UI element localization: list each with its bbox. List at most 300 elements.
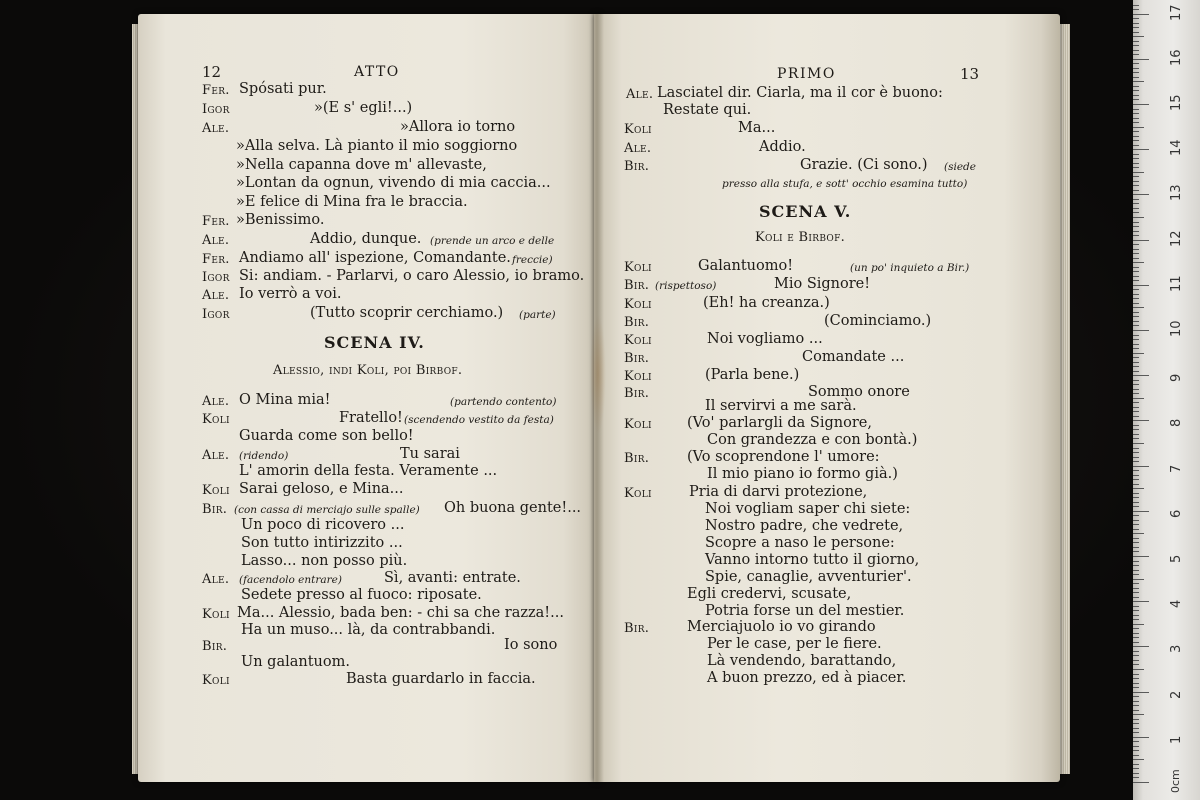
ruler-tick [1133, 633, 1139, 634]
ruler-tick [1133, 732, 1139, 733]
speaker: Koli [624, 369, 652, 384]
verse-line: Andiamo all' ispezione, Comandante. [239, 250, 511, 266]
verse-line: Addio, dunque. [310, 231, 422, 247]
ruler-tick [1133, 574, 1139, 575]
ruler-tick [1133, 122, 1139, 123]
ruler-tick [1133, 434, 1139, 435]
ruler-tick [1133, 371, 1139, 372]
ruler-tick [1133, 551, 1139, 552]
speaker: Ale. [202, 448, 230, 463]
verse-line: Comandate ... [802, 349, 905, 365]
ruler-tick [1133, 36, 1144, 37]
ruler-tick [1133, 570, 1139, 571]
ruler-tick [1133, 750, 1139, 751]
ruler-tick [1133, 149, 1149, 150]
ruler-tick [1133, 113, 1139, 114]
ruler-tick [1133, 597, 1139, 598]
ruler-tick [1133, 45, 1139, 46]
gutter-stain [590, 314, 606, 434]
verse-line: A buon prezzo, ed à piacer. [707, 670, 907, 686]
speaker: Bir. [624, 315, 650, 330]
ruler-tick [1133, 23, 1139, 24]
ruler-tick [1133, 271, 1139, 272]
ruler-tick [1133, 488, 1144, 489]
ruler-tick [1133, 466, 1149, 467]
ruler-tick [1133, 606, 1139, 607]
ruler-tick [1133, 330, 1149, 331]
verse-line: L' amorin della festa. Veramente ... [239, 463, 498, 479]
ruler-tick [1133, 624, 1144, 625]
verse-line: Sì, avanti: entrate. [384, 570, 521, 586]
speaker: Koli [202, 673, 230, 688]
ruler-tick [1133, 190, 1139, 191]
ruler-tick [1133, 655, 1139, 656]
ruler-number: 6 [1169, 509, 1184, 518]
ruler-tick [1133, 768, 1139, 769]
ruler-tick [1133, 104, 1149, 105]
ruler-tick [1133, 316, 1139, 317]
ruler-tick [1133, 27, 1139, 28]
ruler-tick [1133, 651, 1139, 652]
ruler-unit-label: 0cm [1169, 769, 1182, 793]
ruler-tick [1133, 63, 1139, 64]
speaker: Bir. [624, 451, 650, 466]
ruler-tick [1133, 429, 1139, 430]
verse-line: Galantuomo! [698, 258, 794, 274]
ruler-tick [1133, 398, 1144, 399]
ruler-number: 2 [1169, 690, 1184, 699]
ruler-tick [1133, 68, 1139, 69]
ruler-tick [1133, 90, 1139, 91]
verse-line: (Vo scoprendone l' umore: [687, 449, 880, 465]
stage-direction: (con cassa di merciajo sulle spalle) [234, 504, 420, 516]
ruler-tick [1133, 457, 1139, 458]
ruler-tick [1133, 692, 1149, 693]
ruler-tick [1133, 683, 1139, 684]
speaker: Bir. [624, 386, 650, 401]
speaker: Fer. [202, 252, 230, 267]
ruler-tick [1133, 276, 1139, 277]
verse-line: Ma... Alessio, bada ben: - chi sa che razza!... [237, 605, 564, 621]
ruler-tick [1133, 194, 1149, 195]
ruler-tick [1133, 524, 1139, 525]
verse-line: »Nella capanna dove m' allevaste, [236, 157, 487, 173]
ruler-tick [1133, 176, 1139, 177]
ruler-tick [1133, 32, 1139, 33]
verse-line: Ha un muso... là, da contrabbandi. [241, 622, 496, 638]
ruler-tick [1133, 669, 1144, 670]
ruler-tick [1133, 127, 1144, 128]
verse-line: (Parla bene.) [705, 367, 800, 383]
ruler-tick [1133, 583, 1139, 584]
ruler-tick [1133, 407, 1139, 408]
speaker: Koli [202, 483, 230, 498]
ruler-number: 10 [1169, 320, 1184, 337]
speaker: Koli [624, 417, 652, 432]
ruler-tick [1133, 95, 1139, 96]
verse-line: Io sono [504, 637, 558, 653]
ruler-tick [1133, 109, 1139, 110]
ruler-tick [1133, 701, 1139, 702]
ruler-tick [1133, 335, 1139, 336]
verse-line: Noi vogliam saper chi siete: [705, 501, 911, 517]
verse-line: »Alla selva. Là pianto il mio soggiorno [236, 138, 518, 154]
speaker: Koli [624, 333, 652, 348]
ruler-tick [1133, 628, 1139, 629]
ruler-tick [1133, 402, 1139, 403]
ruler-tick [1133, 41, 1139, 42]
stage-direction: (facendolo entrare) [239, 574, 342, 586]
ruler-tick [1133, 118, 1139, 119]
ruler-number: 9 [1169, 373, 1184, 383]
verse-line: Pria di darvi protezione, [689, 484, 868, 500]
ruler-tick [1133, 14, 1149, 15]
verse-line: Fratello! [339, 410, 403, 426]
ruler-tick [1133, 479, 1139, 480]
speaker: Koli [624, 260, 652, 275]
ruler-tick [1133, 637, 1139, 638]
ruler-tick [1133, 565, 1139, 566]
ruler-tick [1133, 696, 1139, 697]
ruler-tick [1133, 660, 1139, 661]
ruler-tick [1133, 448, 1139, 449]
ruler-tick [1133, 217, 1144, 218]
verse-line: Con grandezza e con bontà.) [707, 432, 918, 448]
ruler-tick [1133, 520, 1139, 521]
ruler-tick [1133, 470, 1139, 471]
speaker: Koli [202, 412, 230, 427]
ruler-tick [1133, 714, 1144, 715]
stage-direction: (scendendo vestito da festa) [404, 414, 554, 426]
speaker: Ale. [202, 233, 230, 248]
verse-line: Un poco di ricovero ... [241, 517, 405, 533]
stage-direction: (prende un arco e delle [430, 235, 555, 247]
ruler-tick [1133, 592, 1139, 593]
ruler-tick [1133, 511, 1149, 512]
ruler-number: 3 [1169, 645, 1184, 654]
ruler-tick [1133, 529, 1139, 530]
ruler-tick [1133, 737, 1149, 738]
verse-line: Lasso... non posso più. [241, 553, 408, 569]
ruler-tick [1133, 777, 1139, 778]
verse-line: Merciajuolo io vo girando [687, 619, 876, 635]
ruler-tick [1133, 339, 1139, 340]
ruler-tick [1133, 723, 1139, 724]
ruler-tick [1133, 687, 1139, 688]
ruler-tick [1133, 416, 1139, 417]
speaker: Igor [202, 307, 230, 322]
running-head: PRIMO [777, 66, 836, 82]
speaker: Koli [624, 486, 652, 501]
ruler-tick [1133, 493, 1139, 494]
speaker: Bir. [202, 502, 228, 517]
ruler-tick [1133, 258, 1139, 259]
ruler-tick [1133, 212, 1139, 213]
ruler-tick [1133, 502, 1139, 503]
ruler-tick [1133, 425, 1139, 426]
verse-line: Noi vogliamo ... [707, 331, 823, 347]
ruler-tick [1133, 199, 1139, 200]
ruler-number: 7 [1169, 464, 1184, 473]
verse-line: O Mina mia! [239, 392, 331, 408]
ruler-tick [1133, 298, 1139, 299]
ruler-tick [1133, 244, 1139, 245]
ruler-tick [1133, 759, 1144, 760]
ruler-tick [1133, 506, 1139, 507]
verse-line: Potria forse un del mestier. [705, 603, 905, 619]
verse-line: Il mio piano io formo già.) [707, 466, 898, 482]
ruler-tick [1133, 547, 1139, 548]
ruler-tick [1133, 140, 1139, 141]
verse-line: »Allora io torno [400, 119, 516, 135]
stage-direction: (partendo contento) [450, 396, 557, 408]
verse-line: Sedete presso al fuoco: riposate. [241, 587, 482, 603]
verse-line: Sarai geloso, e Mina... [239, 481, 404, 497]
speaker: Koli [624, 297, 652, 312]
ruler-tick [1133, 601, 1149, 602]
verse-line: Io verrò a voi. [239, 286, 342, 302]
ruler-number: 17 [1169, 4, 1184, 21]
stage-direction: (rispettoso) [655, 280, 717, 292]
ruler-tick [1133, 461, 1139, 462]
stage-direction: (parte) [519, 309, 556, 321]
verse-line: (Tutto scoprir cerchiamo.) [310, 305, 504, 321]
ruler-tick [1133, 18, 1139, 19]
page-number: 13 [960, 65, 980, 83]
ruler-tick [1133, 588, 1139, 589]
verse-line: Nostro padre, che vedrete, [705, 518, 904, 534]
ruler-tick [1133, 181, 1139, 182]
ruler-number: 5 [1169, 554, 1184, 563]
left-page [138, 14, 600, 782]
ruler-tick [1133, 285, 1149, 286]
right-page [594, 14, 1060, 782]
speaker: Koli [202, 607, 230, 622]
verse-line: »E felice di Mina fra le braccia. [236, 194, 468, 210]
ruler-number: 1 [1169, 735, 1184, 744]
ruler-tick [1133, 484, 1139, 485]
ruler-tick [1133, 561, 1139, 562]
ruler-tick [1133, 674, 1139, 675]
verse-line: Egli credervi, scusate, [687, 586, 852, 602]
verse-line: (Vo' parlargli da Signore, [687, 415, 872, 431]
ruler-tick [1133, 167, 1139, 168]
ruler-tick [1133, 158, 1139, 159]
right-page-edges [1060, 24, 1070, 774]
ruler-tick [1133, 678, 1139, 679]
ruler-tick [1133, 438, 1139, 439]
ruler-number: 11 [1169, 275, 1184, 292]
ruler-tick [1133, 77, 1139, 78]
ruler-tick [1133, 615, 1139, 616]
verse-line: Spie, canaglie, avventurier'. [705, 569, 912, 585]
ruler-tick [1133, 253, 1139, 254]
verse-line: Il servirvi a me sarà. [705, 398, 857, 414]
ruler-tick [1133, 136, 1139, 137]
speaker: Bir. [624, 159, 650, 174]
ruler-tick [1133, 99, 1139, 100]
verse-line: Per le case, per le fiere. [707, 636, 882, 652]
ruler-tick [1133, 307, 1144, 308]
ruler-tick [1133, 443, 1144, 444]
ruler-tick [1133, 303, 1139, 304]
ruler-tick [1133, 249, 1139, 250]
stage-direction: (siede [944, 161, 976, 173]
speaker: Ale. [626, 87, 654, 102]
stage-direction: (un po' inquieto a Bir.) [850, 262, 970, 274]
ruler-tick [1133, 579, 1144, 580]
ruler-tick [1133, 353, 1144, 354]
ruler-tick [1133, 9, 1139, 10]
ruler-tick [1133, 50, 1139, 51]
verse-line: »Benissimo. [236, 212, 325, 228]
speaker: Ale. [202, 121, 230, 136]
verse-line: Son tutto intirizzito ... [241, 535, 403, 551]
ruler-tick [1133, 728, 1139, 729]
verse-line: Tu sarai [400, 446, 460, 462]
speaker: Ale. [202, 394, 230, 409]
stage-direction: (ridendo) [239, 450, 289, 462]
speaker: Bir. [624, 621, 650, 636]
verse-line: Guarda come son bello! [239, 428, 414, 444]
verse-line: Sommo onore [808, 384, 910, 400]
ruler-tick [1133, 366, 1139, 367]
verse-line: Là vendendo, barattando, [707, 653, 897, 669]
verse-line: Vanno intorno tutto il giorno, [705, 552, 920, 568]
scene-heading: SCENA IV. [324, 333, 425, 352]
speaker: Ale. [202, 572, 230, 587]
verse-line: Mio Signore! [774, 276, 871, 292]
ruler-tick [1133, 267, 1139, 268]
ruler-tick [1133, 619, 1139, 620]
verse-line: Scopre a naso le persone: [705, 535, 895, 551]
speaker: Ale. [624, 141, 652, 156]
ruler-tick [1133, 389, 1139, 390]
ruler-tick [1133, 642, 1139, 643]
speaker: Bir. [624, 351, 650, 366]
scene-characters: Alessio, indi Koli, poi Birbof. [273, 363, 463, 378]
ruler-tick [1133, 222, 1139, 223]
verse-line: Oh buona gente!... [444, 500, 582, 516]
ruler-tick [1133, 741, 1139, 742]
ruler-tick [1133, 764, 1139, 765]
ruler-tick [1133, 664, 1139, 665]
ruler-number: 13 [1169, 184, 1184, 202]
ruler-tick [1133, 773, 1139, 774]
ruler-tick [1133, 782, 1149, 783]
verse-line: Spósati pur. [239, 81, 327, 97]
ruler-tick [1133, 72, 1139, 73]
verse-line: Lasciatel dir. Ciarla, ma il cor è buono: [657, 85, 943, 101]
verse-line: (Eh! ha creanza.) [703, 295, 830, 311]
verse-line: »Lontan da ognun, vivendo di mia caccia... [236, 175, 551, 191]
ruler-tick [1133, 348, 1139, 349]
ruler-tick [1133, 475, 1139, 476]
ruler-tick [1133, 452, 1139, 453]
speaker: Bir. [202, 639, 228, 654]
ruler-tick [1133, 515, 1139, 516]
verse-line: Basta guardarlo in faccia. [346, 671, 536, 687]
scene-heading: SCENA V. [759, 202, 852, 221]
ruler-tick [1133, 375, 1149, 376]
speaker: Fer. [202, 214, 230, 229]
ruler-tick [1133, 240, 1149, 241]
ruler-tick [1133, 81, 1144, 82]
ruler-tick [1133, 533, 1144, 534]
ruler-tick [1133, 321, 1139, 322]
verse-line: Grazie. (Ci sono.) [800, 157, 928, 173]
ruler-tick [1133, 344, 1139, 345]
ruler-number: 4 [1169, 599, 1184, 609]
verse-line: »(E s' egli!...) [314, 100, 413, 116]
ruler-tick [1133, 719, 1139, 720]
ruler-tick [1133, 172, 1144, 173]
ruler-number: 12 [1169, 230, 1184, 247]
ruler-number: 15 [1169, 94, 1184, 111]
speaker: Fer. [202, 83, 230, 98]
ruler-tick [1133, 154, 1139, 155]
ruler-tick [1133, 54, 1139, 55]
ruler-tick [1133, 411, 1139, 412]
ruler-tick [1133, 357, 1139, 358]
ruler-tick [1133, 59, 1149, 60]
running-head: ATTO [354, 64, 400, 80]
ruler-tick [1133, 163, 1139, 164]
scene-characters: Koli e Birbof. [755, 230, 846, 245]
verse-line: (Cominciamo.) [824, 313, 932, 329]
verse-line: Un galantuom. [241, 654, 350, 670]
ruler-tick [1133, 131, 1139, 132]
speaker: Koli [624, 122, 652, 137]
ruler-number: 8 [1169, 419, 1184, 428]
ruler-tick [1133, 312, 1139, 313]
measuring-ruler [1133, 0, 1200, 800]
ruler-tick [1133, 610, 1139, 611]
ruler-tick [1133, 203, 1139, 204]
ruler-tick [1133, 226, 1139, 227]
ruler-tick [1133, 538, 1139, 539]
ruler-tick [1133, 86, 1139, 87]
ruler-tick [1133, 705, 1139, 706]
speaker: Ale. [202, 288, 230, 303]
verse-line: Ma... [738, 120, 776, 136]
ruler-tick [1133, 262, 1144, 263]
ruler-tick [1133, 5, 1139, 6]
verse-line: Addio. [759, 139, 806, 155]
ruler-tick [1133, 289, 1139, 290]
ruler-tick [1133, 497, 1139, 498]
stage-direction: presso alla stufa, e sott' occhio esamina tutto) [722, 178, 968, 190]
ruler-tick [1133, 420, 1149, 421]
ruler-number: 14 [1169, 139, 1184, 157]
ruler-tick [1133, 755, 1139, 756]
speaker: Bir. [624, 278, 650, 293]
speaker: Igor [202, 270, 230, 285]
ruler-tick [1133, 208, 1139, 209]
verse-line: Si: andiam. - Parlarvi, o caro Alessio, io bramo. [239, 268, 585, 284]
ruler-tick [1133, 362, 1139, 363]
ruler-tick [1133, 556, 1149, 557]
ruler-tick [1133, 542, 1139, 543]
page-number: 12 [202, 63, 222, 81]
ruler-tick [1133, 393, 1139, 394]
speaker: Igor [202, 102, 230, 117]
open-book [138, 14, 1060, 782]
ruler-tick [1133, 145, 1139, 146]
ruler-tick [1133, 380, 1139, 381]
ruler-number: 16 [1169, 49, 1184, 66]
ruler-tick [1133, 235, 1139, 236]
